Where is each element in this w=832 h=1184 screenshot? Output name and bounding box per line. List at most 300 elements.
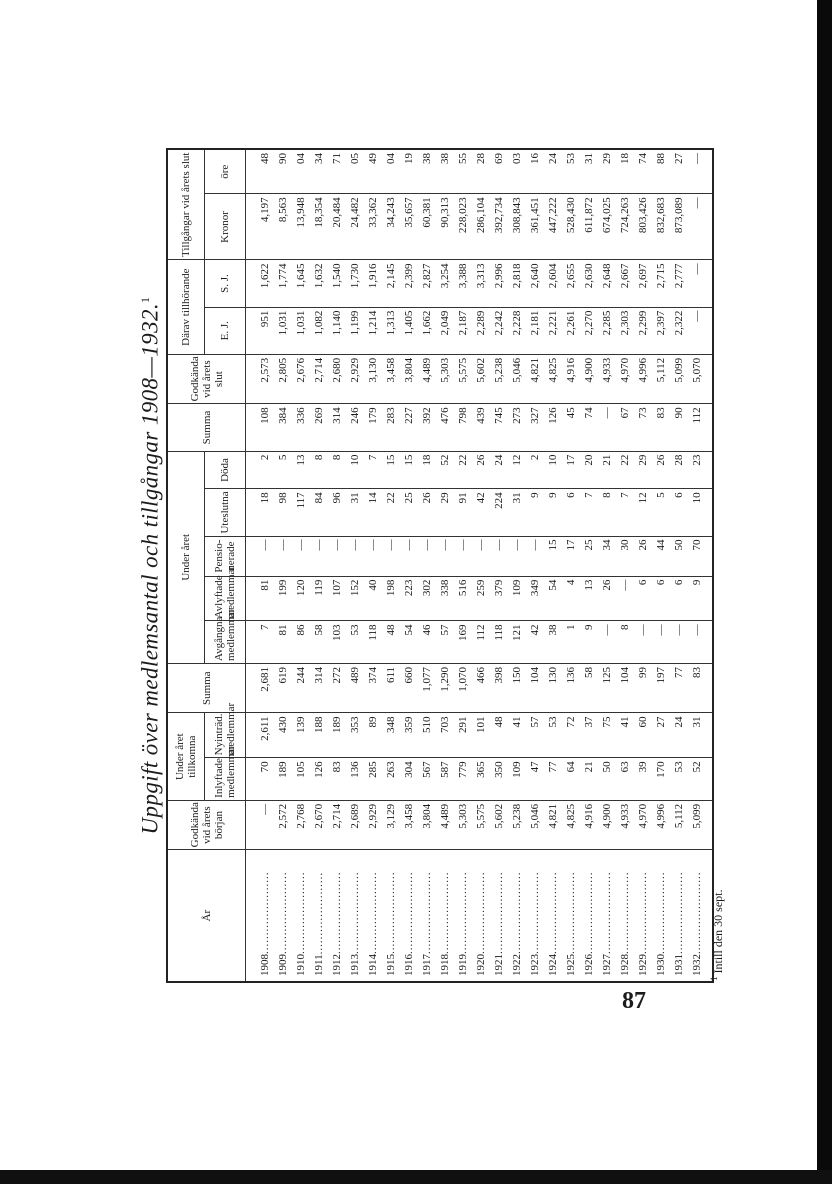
cell-ore: 31 xyxy=(580,149,598,194)
cell-sj: 2,630 xyxy=(580,260,598,307)
cell-avg: 42 xyxy=(526,621,544,663)
cell-sum: 104 xyxy=(526,663,544,713)
cell-ny: 2,611 xyxy=(246,713,275,758)
header-ore: öre xyxy=(205,149,246,194)
cell-ute: 7 xyxy=(580,489,598,536)
cell-kr: 308,843 xyxy=(508,194,526,260)
cell-ej: — xyxy=(688,307,713,354)
cell-sum2: 476 xyxy=(436,404,454,451)
year-cell: 1914...................... xyxy=(364,850,382,982)
cell-sum2: 45 xyxy=(562,404,580,451)
cell-pen: — xyxy=(328,536,346,576)
cell-sum: 136 xyxy=(562,663,580,713)
cell-inl: 365 xyxy=(472,758,490,800)
cell-avg: 112 xyxy=(472,621,490,663)
cell-gs: 2,805 xyxy=(274,354,292,404)
cell-sj: 2,399 xyxy=(400,260,418,307)
cell-inl: 109 xyxy=(508,758,526,800)
cell-gb: 5,303 xyxy=(454,800,472,850)
table-row xyxy=(598,149,616,982)
cell-ute: 91 xyxy=(454,489,472,536)
cell-gb: 4,996 xyxy=(652,800,670,850)
footnote-text: Intill den 30 sept. xyxy=(711,889,725,974)
table-title-text: Uppgift över medlemsantal och tillgångar 1908—1932. xyxy=(137,302,163,835)
cell-sj: 3,388 xyxy=(454,260,472,307)
cell-sum2: 73 xyxy=(634,404,652,451)
cell-ny: 189 xyxy=(328,713,346,758)
table-row xyxy=(364,149,382,982)
cell-dod: 20 xyxy=(580,451,598,489)
cell-ore: 69 xyxy=(490,149,508,194)
cell-avl: — xyxy=(616,576,634,621)
cell-sum: 272 xyxy=(328,663,346,713)
cell-pen: — xyxy=(346,536,364,576)
cell-ej: 2,181 xyxy=(526,307,544,354)
title-footnote-mark: 1 xyxy=(138,296,152,303)
cell-pen: 70 xyxy=(688,536,713,576)
cell-ny: 37 xyxy=(580,713,598,758)
cell-ute: 224 xyxy=(490,489,508,536)
cell-avg: 8 xyxy=(616,621,634,663)
cell-gs: 3,804 xyxy=(400,354,418,404)
cell-sj: 1,774 xyxy=(274,260,292,307)
cell-sum: 1,077 xyxy=(418,663,436,713)
table-row xyxy=(292,149,310,982)
cell-kr: 18,354 xyxy=(310,194,328,260)
table-row xyxy=(616,149,634,982)
cell-inl: 285 xyxy=(364,758,382,800)
cell-sum2: 314 xyxy=(328,404,346,451)
cell-sj: 1,622 xyxy=(246,260,275,307)
cell-ny: 348 xyxy=(382,713,400,758)
cell-inl: 53 xyxy=(670,758,688,800)
cell-sum2: 273 xyxy=(508,404,526,451)
table-row xyxy=(634,149,652,982)
cell-avl: 259 xyxy=(472,576,490,621)
cell-sum: 130 xyxy=(544,663,562,713)
cell-ny: 48 xyxy=(490,713,508,758)
year-cell: 1918...................... xyxy=(436,850,454,982)
cell-sum2: 283 xyxy=(382,404,400,451)
year-cell: 1911...................... xyxy=(310,850,328,982)
cell-gb: 2,689 xyxy=(346,800,364,850)
cell-pen: 34 xyxy=(598,536,616,576)
cell-inl: 304 xyxy=(400,758,418,800)
year-cell: 1917...................... xyxy=(418,850,436,982)
cell-ore: 16 xyxy=(526,149,544,194)
cell-sum2: 126 xyxy=(544,404,562,451)
cell-kr: 873,089 xyxy=(670,194,688,260)
cell-ute: 6 xyxy=(670,489,688,536)
leader-dots: ...................... xyxy=(601,871,613,954)
cell-dod: 29 xyxy=(634,451,652,489)
year-cell: 1910...................... xyxy=(292,850,310,982)
cell-inl: 47 xyxy=(526,758,544,800)
cell-sum2: 90 xyxy=(670,404,688,451)
cell-ore: 55 xyxy=(454,149,472,194)
cell-avl: 302 xyxy=(418,576,436,621)
cell-sum2: 74 xyxy=(580,404,598,451)
cell-sj: 2,655 xyxy=(562,260,580,307)
header-new-members: Nyinträd. medlemmar xyxy=(205,713,246,758)
cell-avg: 121 xyxy=(508,621,526,663)
cell-ej: 1,662 xyxy=(418,307,436,354)
cell-avl: 54 xyxy=(544,576,562,621)
cell-dod: 24 xyxy=(490,451,508,489)
year-cell: 1923...................... xyxy=(526,850,544,982)
cell-gs: 5,046 xyxy=(508,354,526,404)
cell-avl: 4 xyxy=(562,576,580,621)
header-sum-removed: Summa xyxy=(167,404,246,451)
cell-ny: 188 xyxy=(310,713,328,758)
leader-dots: ...................... xyxy=(349,871,361,954)
cell-ej: 2,303 xyxy=(616,307,634,354)
cell-dod: 18 xyxy=(418,451,436,489)
cell-sum: 1,290 xyxy=(436,663,454,713)
cell-sum: 197 xyxy=(652,663,670,713)
cell-gb: 4,916 xyxy=(580,800,598,850)
table-row xyxy=(310,149,328,982)
cell-dod: 23 xyxy=(688,451,713,489)
cell-kr: 228,023 xyxy=(454,194,472,260)
leader-dots: ...................... xyxy=(259,871,271,954)
header-transferred-out: Avlyftade medlemmar xyxy=(205,576,246,621)
cell-ej: 2,242 xyxy=(490,307,508,354)
cell-gs: 5,238 xyxy=(490,354,508,404)
table-row xyxy=(490,149,508,982)
cell-ej: 2,299 xyxy=(634,307,652,354)
cell-gs: 4,916 xyxy=(562,354,580,404)
cell-ej: 2,322 xyxy=(670,307,688,354)
cell-pen: — xyxy=(454,536,472,576)
cell-inl: 263 xyxy=(382,758,400,800)
cell-kr: 24,482 xyxy=(346,194,364,260)
cell-dod: 13 xyxy=(292,451,310,489)
cell-sj: 3,254 xyxy=(436,260,454,307)
cell-ute: 9 xyxy=(544,489,562,536)
cell-inl: 136 xyxy=(346,758,364,800)
cell-ore: 53 xyxy=(562,149,580,194)
cell-dod: 7 xyxy=(364,451,382,489)
cell-sj: 1,730 xyxy=(346,260,364,307)
cell-sum: 99 xyxy=(634,663,652,713)
cell-gb: 2,929 xyxy=(364,800,382,850)
cell-sj: 2,715 xyxy=(652,260,670,307)
cell-ute: 18 xyxy=(246,489,275,536)
cell-kr: 832,683 xyxy=(652,194,670,260)
cell-sum: 619 xyxy=(274,663,292,713)
year-cell: 1913...................... xyxy=(346,850,364,982)
cell-ute: 22 xyxy=(382,489,400,536)
cell-ute: 12 xyxy=(634,489,652,536)
cell-inl: 126 xyxy=(310,758,328,800)
cell-avg: — xyxy=(652,621,670,663)
cell-pen: — xyxy=(508,536,526,576)
cell-ore: 03 xyxy=(508,149,526,194)
table-row xyxy=(346,149,364,982)
table-row xyxy=(328,149,346,982)
cell-gb: 4,970 xyxy=(634,800,652,850)
year-cell: 1920...................... xyxy=(472,850,490,982)
cell-sj: 2,827 xyxy=(418,260,436,307)
cell-ore: 88 xyxy=(652,149,670,194)
header-kronor: Kronor xyxy=(205,194,246,260)
cell-kr: 803,426 xyxy=(634,194,652,260)
cell-sum: 374 xyxy=(364,663,382,713)
cell-sum2: 83 xyxy=(652,404,670,451)
leader-dots: ...................... xyxy=(439,871,451,954)
cell-ore: 28 xyxy=(472,149,490,194)
header-deceased: Döda xyxy=(205,451,246,489)
cell-ore: 38 xyxy=(418,149,436,194)
cell-avl: 119 xyxy=(310,576,328,621)
cell-sum2: 745 xyxy=(490,404,508,451)
cell-pen: — xyxy=(364,536,382,576)
cell-avl: 6 xyxy=(652,576,670,621)
cell-ore: 71 xyxy=(328,149,346,194)
cell-ute: 5 xyxy=(652,489,670,536)
table-row xyxy=(670,149,688,982)
cell-gb: 2,670 xyxy=(310,800,328,850)
cell-avg: 38 xyxy=(544,621,562,663)
cell-avl: 6 xyxy=(634,576,652,621)
cell-pen: — xyxy=(526,536,544,576)
cell-ore: 29 xyxy=(598,149,616,194)
leader-dots: ...................... xyxy=(619,871,631,954)
leader-dots: ...................... xyxy=(403,871,415,954)
membership-table xyxy=(166,148,714,983)
cell-ej: 951 xyxy=(246,307,275,354)
header-assets: Tillgångar vid årets slut xyxy=(167,149,205,260)
cell-kr: 8,563 xyxy=(274,194,292,260)
table-row xyxy=(526,149,544,982)
leader-dots: ...................... xyxy=(511,871,523,954)
cell-sum2: 327 xyxy=(526,404,544,451)
cell-ny: 31 xyxy=(688,713,713,758)
cell-gb: 3,129 xyxy=(382,800,400,850)
cell-avl: 6 xyxy=(670,576,688,621)
table-row xyxy=(652,149,670,982)
leader-dots: ...................... xyxy=(295,871,307,954)
cell-sum2: 439 xyxy=(472,404,490,451)
cell-dod: 21 xyxy=(598,451,616,489)
cell-avl: 349 xyxy=(526,576,544,621)
year-cell: 1922...................... xyxy=(508,850,526,982)
cell-sj: 2,648 xyxy=(598,260,616,307)
cell-avg: — xyxy=(688,621,713,663)
cell-dod: 22 xyxy=(616,451,634,489)
cell-gb: 3,458 xyxy=(400,800,418,850)
cell-sum: 660 xyxy=(400,663,418,713)
cell-sum2: 112 xyxy=(688,404,713,451)
cell-pen: — xyxy=(418,536,436,576)
cell-pen: — xyxy=(472,536,490,576)
cell-ore: 05 xyxy=(346,149,364,194)
cell-ny: 101 xyxy=(472,713,490,758)
cell-ore: — xyxy=(688,149,713,194)
cell-gs: 5,303 xyxy=(436,354,454,404)
cell-inl: 567 xyxy=(418,758,436,800)
cell-ej: 1,214 xyxy=(364,307,382,354)
cell-ej: 1,405 xyxy=(400,307,418,354)
cell-sum2: 269 xyxy=(310,404,328,451)
cell-sum2: 179 xyxy=(364,404,382,451)
year-cell: 1924...................... xyxy=(544,850,562,982)
cell-ej: 1,031 xyxy=(274,307,292,354)
cell-sj: — xyxy=(688,260,713,307)
cell-ute: 96 xyxy=(328,489,346,536)
cell-ore: 04 xyxy=(382,149,400,194)
cell-ny: 60 xyxy=(634,713,652,758)
cell-dod: 26 xyxy=(652,451,670,489)
cell-ej: 1,313 xyxy=(382,307,400,354)
cell-ute: 10 xyxy=(688,489,713,536)
cell-dod: 22 xyxy=(454,451,472,489)
cell-ej: 2,228 xyxy=(508,307,526,354)
leader-dots: ...................... xyxy=(637,871,649,954)
cell-kr: — xyxy=(688,194,713,260)
cell-ny: 24 xyxy=(670,713,688,758)
page-number: 87 xyxy=(622,988,646,1014)
cell-pen: — xyxy=(274,536,292,576)
cell-ore: 34 xyxy=(310,149,328,194)
cell-gs: 4,996 xyxy=(634,354,652,404)
cell-ore: 38 xyxy=(436,149,454,194)
cell-sum2: 392 xyxy=(418,404,436,451)
cell-ny: 359 xyxy=(400,713,418,758)
cell-ej: 1,031 xyxy=(292,307,310,354)
cell-inl: 39 xyxy=(634,758,652,800)
cell-sj: 2,604 xyxy=(544,260,562,307)
header-ej: E. J. xyxy=(205,307,246,354)
cell-avg: 53 xyxy=(346,621,364,663)
cell-ore: 04 xyxy=(292,149,310,194)
cell-sum2: 798 xyxy=(454,404,472,451)
cell-inl: 70 xyxy=(246,758,275,800)
header-expelled: Uteslutna xyxy=(205,489,246,536)
cell-avl: 199 xyxy=(274,576,292,621)
cell-ej: 2,289 xyxy=(472,307,490,354)
cell-gb: 4,900 xyxy=(598,800,616,850)
cell-kr: 20,484 xyxy=(328,194,346,260)
cell-dod: 52 xyxy=(436,451,454,489)
cell-ej: 1,199 xyxy=(346,307,364,354)
cell-sum: 466 xyxy=(472,663,490,713)
leader-dots: ...................... xyxy=(367,871,379,954)
table-row xyxy=(544,149,562,982)
cell-gb: 4,825 xyxy=(562,800,580,850)
leader-dots: ...................... xyxy=(547,871,559,954)
cell-avg: 48 xyxy=(382,621,400,663)
cell-inl: 189 xyxy=(274,758,292,800)
cell-ej: 2,397 xyxy=(652,307,670,354)
cell-dod: 15 xyxy=(382,451,400,489)
cell-avl: 109 xyxy=(508,576,526,621)
cell-inl: 350 xyxy=(490,758,508,800)
cell-avg: 9 xyxy=(580,621,598,663)
cell-pen: 25 xyxy=(580,536,598,576)
cell-ny: 353 xyxy=(346,713,364,758)
cell-sj: 2,145 xyxy=(382,260,400,307)
table-title xyxy=(128,148,162,983)
cell-sj: 2,667 xyxy=(616,260,634,307)
cell-inl: 50 xyxy=(598,758,616,800)
table-row xyxy=(382,149,400,982)
cell-sum2: 67 xyxy=(616,404,634,451)
cell-gs: 2,714 xyxy=(310,354,328,404)
cell-ore: 24 xyxy=(544,149,562,194)
cell-gb: 5,099 xyxy=(688,800,713,850)
cell-sum: 314 xyxy=(310,663,328,713)
cell-kr: 674,025 xyxy=(598,194,616,260)
cell-sum: 489 xyxy=(346,663,364,713)
cell-avl: 40 xyxy=(364,576,382,621)
cell-sj: 2,777 xyxy=(670,260,688,307)
cell-pen: 50 xyxy=(670,536,688,576)
cell-gs: 4,970 xyxy=(616,354,634,404)
cell-ore: 27 xyxy=(670,149,688,194)
cell-dod: 2 xyxy=(526,451,544,489)
cell-ej: 1,082 xyxy=(310,307,328,354)
cell-ute: 7 xyxy=(616,489,634,536)
cell-avg: 81 xyxy=(274,621,292,663)
cell-pen: — xyxy=(310,536,328,576)
table-body xyxy=(246,149,714,982)
cell-dod: 26 xyxy=(472,451,490,489)
cell-kr: 90,313 xyxy=(436,194,454,260)
scan-edge-bottom xyxy=(0,1170,832,1184)
cell-gb: 2,572 xyxy=(274,800,292,850)
leader-dots: ...................... xyxy=(457,871,469,954)
cell-inl: 64 xyxy=(562,758,580,800)
cell-kr: 724,263 xyxy=(616,194,634,260)
cell-sum: 83 xyxy=(688,663,713,713)
table-row xyxy=(580,149,598,982)
cell-avl: 152 xyxy=(346,576,364,621)
cell-sum: 77 xyxy=(670,663,688,713)
cell-gs: 4,900 xyxy=(580,354,598,404)
table-row xyxy=(562,149,580,982)
cell-pen: — xyxy=(490,536,508,576)
cell-sj: 2,697 xyxy=(634,260,652,307)
cell-sum: 150 xyxy=(508,663,526,713)
header-during-year: Under året xyxy=(167,451,205,663)
cell-avg: 58 xyxy=(310,621,328,663)
cell-dod: 8 xyxy=(328,451,346,489)
cell-ny: 703 xyxy=(436,713,454,758)
cell-avl: 379 xyxy=(490,576,508,621)
cell-gb: 4,489 xyxy=(436,800,454,850)
leader-dots: ...................... xyxy=(421,871,433,954)
cell-gb: 5,046 xyxy=(526,800,544,850)
cell-pen: — xyxy=(400,536,418,576)
header-added-during-year: Under året tillkomna xyxy=(167,713,205,800)
cell-kr: 611,872 xyxy=(580,194,598,260)
leader-dots: ...................... xyxy=(565,871,577,954)
cell-inl: 170 xyxy=(652,758,670,800)
cell-ny: 41 xyxy=(616,713,634,758)
cell-kr: 447,222 xyxy=(544,194,562,260)
cell-avl: 26 xyxy=(598,576,616,621)
cell-avg: 118 xyxy=(490,621,508,663)
cell-sum2: — xyxy=(598,404,616,451)
cell-pen: 17 xyxy=(562,536,580,576)
cell-pen: — xyxy=(246,536,275,576)
cell-avg: — xyxy=(670,621,688,663)
cell-kr: 361,451 xyxy=(526,194,544,260)
cell-inl: 105 xyxy=(292,758,310,800)
cell-ny: 27 xyxy=(652,713,670,758)
